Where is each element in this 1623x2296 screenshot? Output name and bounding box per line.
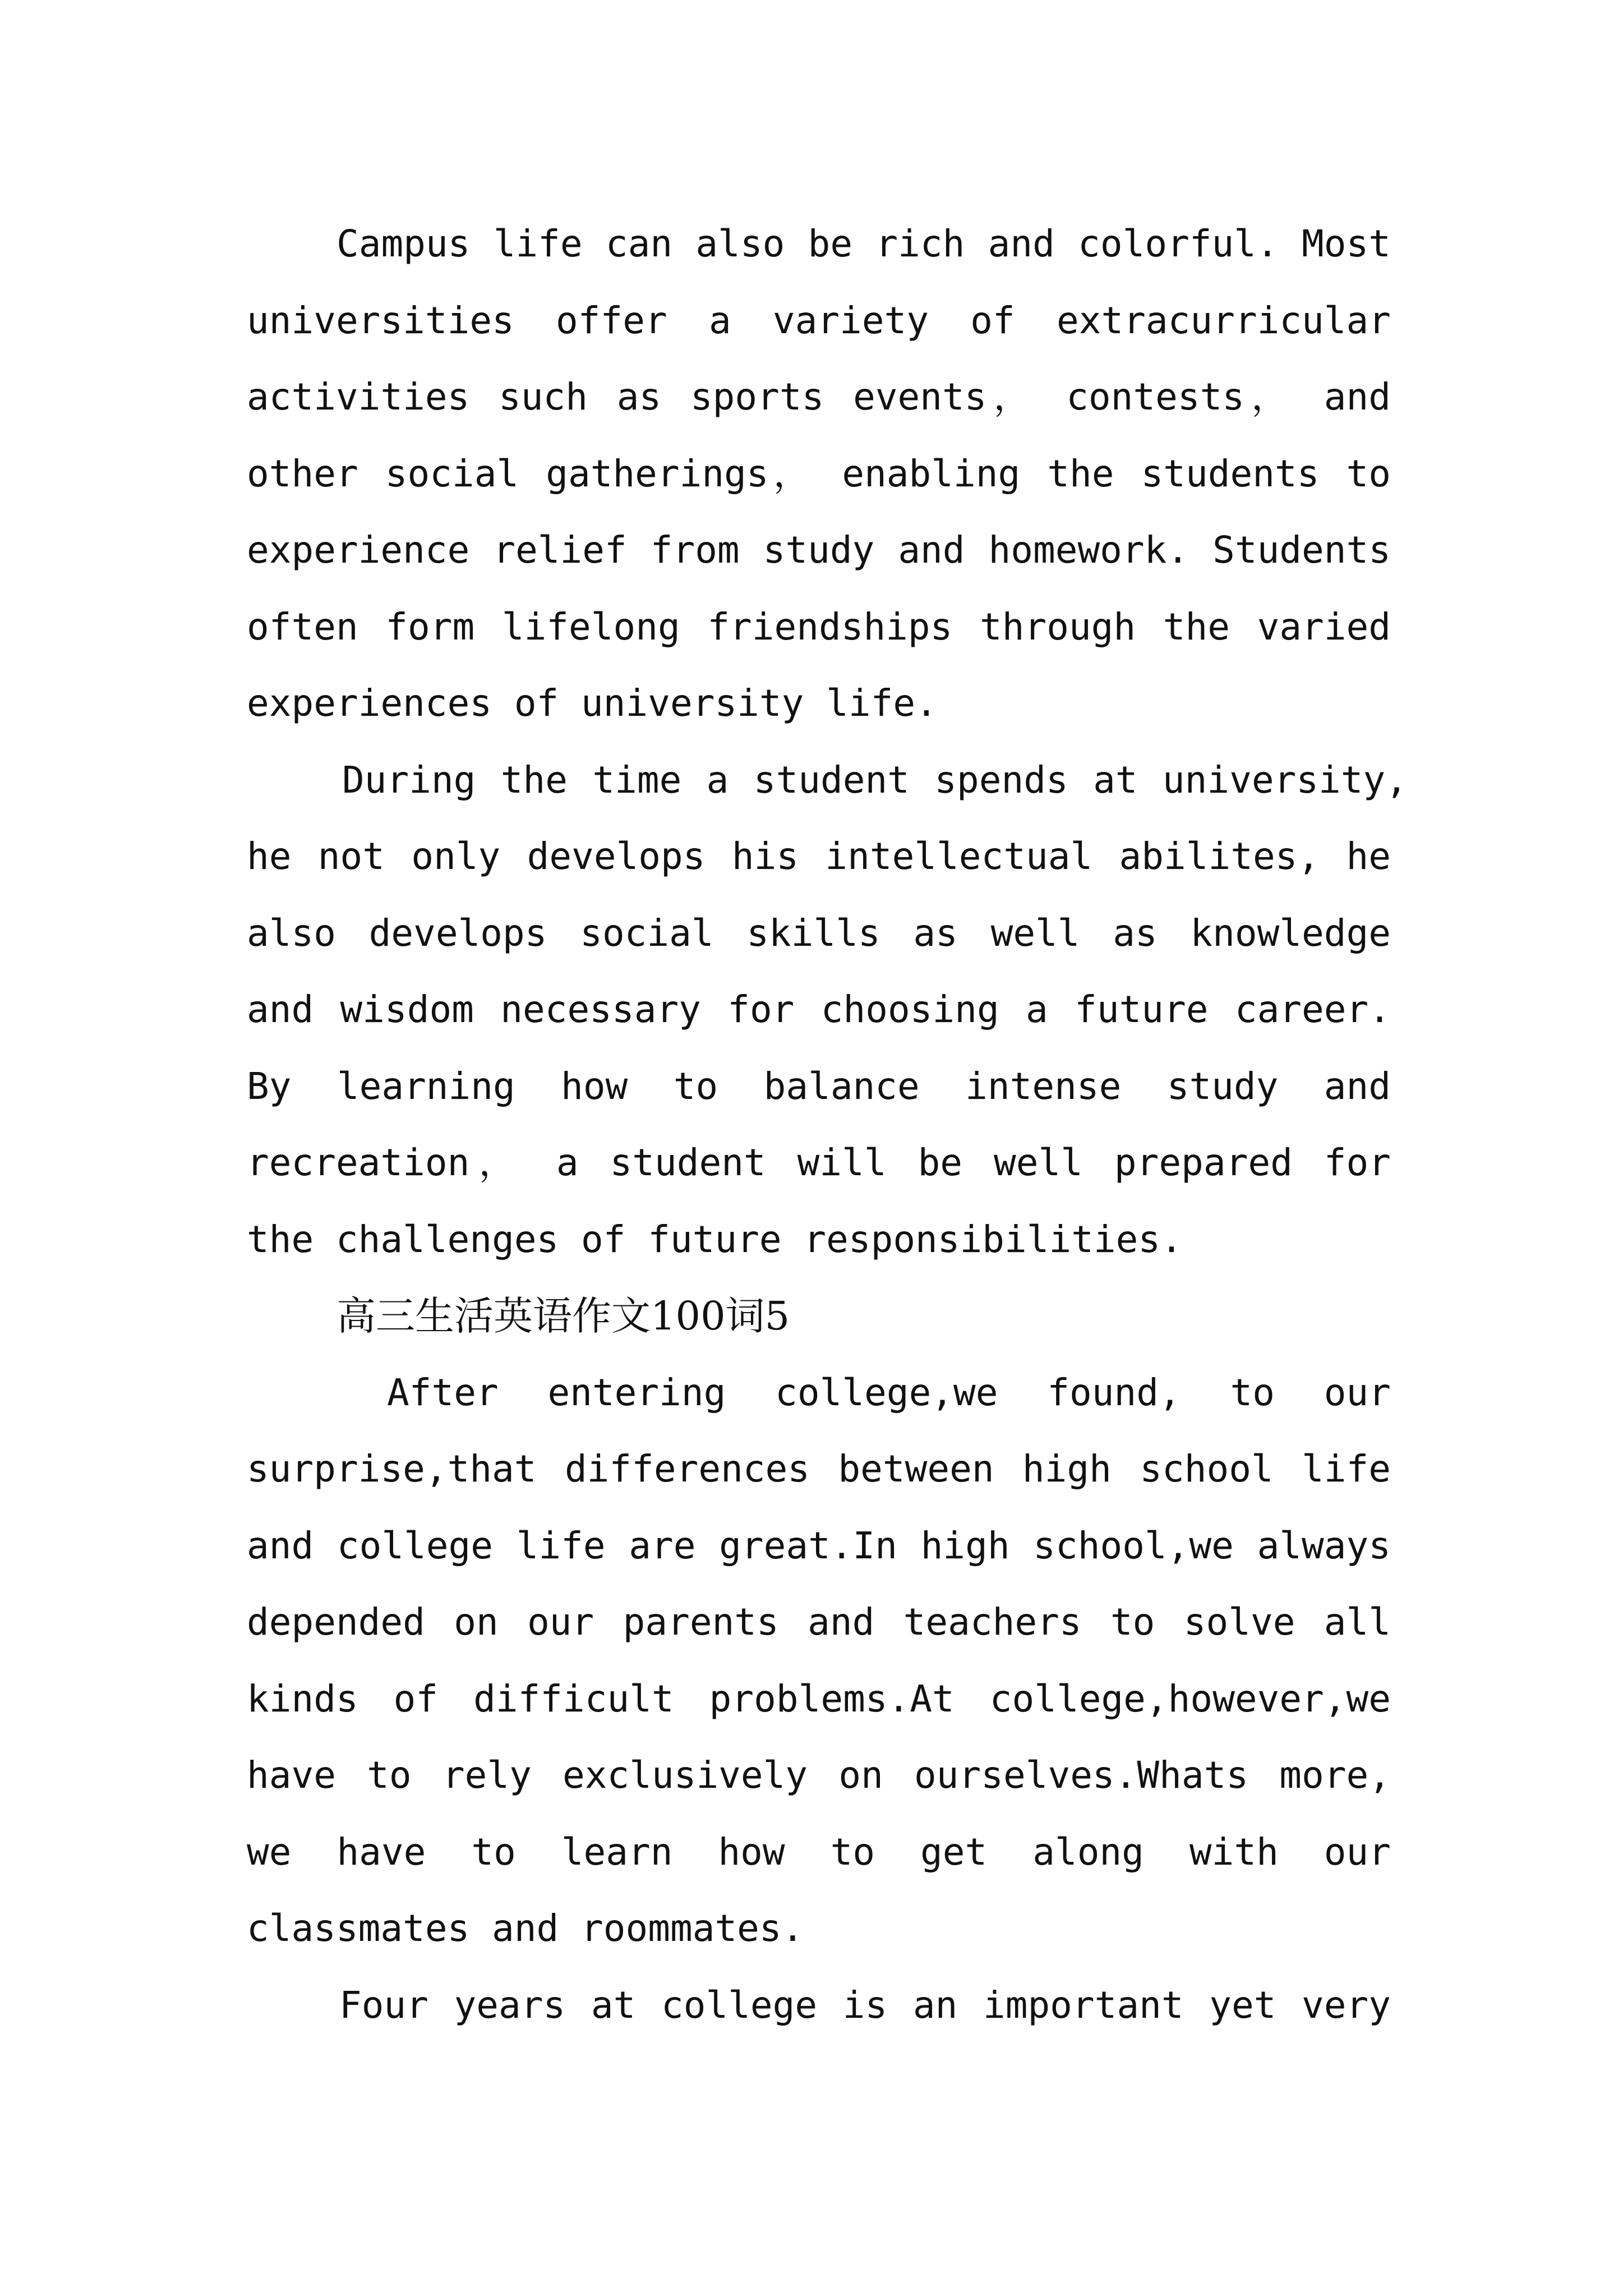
paragraph-3-line-4: depended on our parents and teachers to solve all bbox=[247, 1600, 1391, 1644]
paragraph-1-line-3: activities such as sports events， contests， and bbox=[247, 375, 1391, 418]
paragraph-1-line-5: experience relief from study and homework. Students bbox=[247, 528, 1391, 572]
paragraph-3-line-8: classmates and roommates. bbox=[247, 1907, 804, 1950]
paragraph-1-line-7: experiences of university life. bbox=[247, 682, 938, 725]
paragraph-3-line-3: and college life are great.In high school,we always bbox=[247, 1524, 1391, 1567]
paragraph-3-line-6: have to rely exclusively on ourselves.Whats more, bbox=[247, 1754, 1391, 1797]
paragraph-3-line-7: we have to learn how to get along with our bbox=[247, 1830, 1391, 1874]
paragraph-3-line-5: kinds of difficult problems.At college,however,we bbox=[247, 1677, 1391, 1720]
paragraph-2-line-7: the challenges of future responsibilities. bbox=[247, 1218, 1183, 1261]
paragraph-2-line-5: By learning how to balance intense study and bbox=[247, 1065, 1391, 1108]
paragraph-2-line-3: also develops social skills as well as knowledge bbox=[247, 912, 1391, 955]
paragraph-1-line-4: other social gatherings， enabling the students to bbox=[247, 452, 1391, 495]
paragraph-2-line-4: and wisdom necessary for choosing a future career. bbox=[247, 988, 1391, 1031]
paragraph-1-line-2: universities offer a variety of extracurricular bbox=[247, 299, 1391, 342]
section-heading: 高三生活英语作文100词5 bbox=[336, 1293, 790, 1339]
paragraph-2-line-1: During the time a student spends at university, bbox=[342, 758, 1408, 802]
paragraph-4-line-1: Four years at college is an important yet very bbox=[339, 1984, 1391, 2027]
paragraph-2-line-2: he not only develops his intellectual abilites, he bbox=[247, 835, 1391, 878]
paragraph-3-line-2: surprise,that differences between high school life bbox=[247, 1447, 1391, 1490]
paragraph-3-line-1: After entering college,we found, to our bbox=[387, 1371, 1391, 1414]
paragraph-1-line-1: Campus life can also be rich and colorful. Most bbox=[336, 222, 1391, 265]
paragraph-1-line-6: often form lifelong friendships through the varied bbox=[247, 605, 1391, 648]
paragraph-2-line-6: recreation， a student will be well prepared for bbox=[247, 1141, 1391, 1184]
